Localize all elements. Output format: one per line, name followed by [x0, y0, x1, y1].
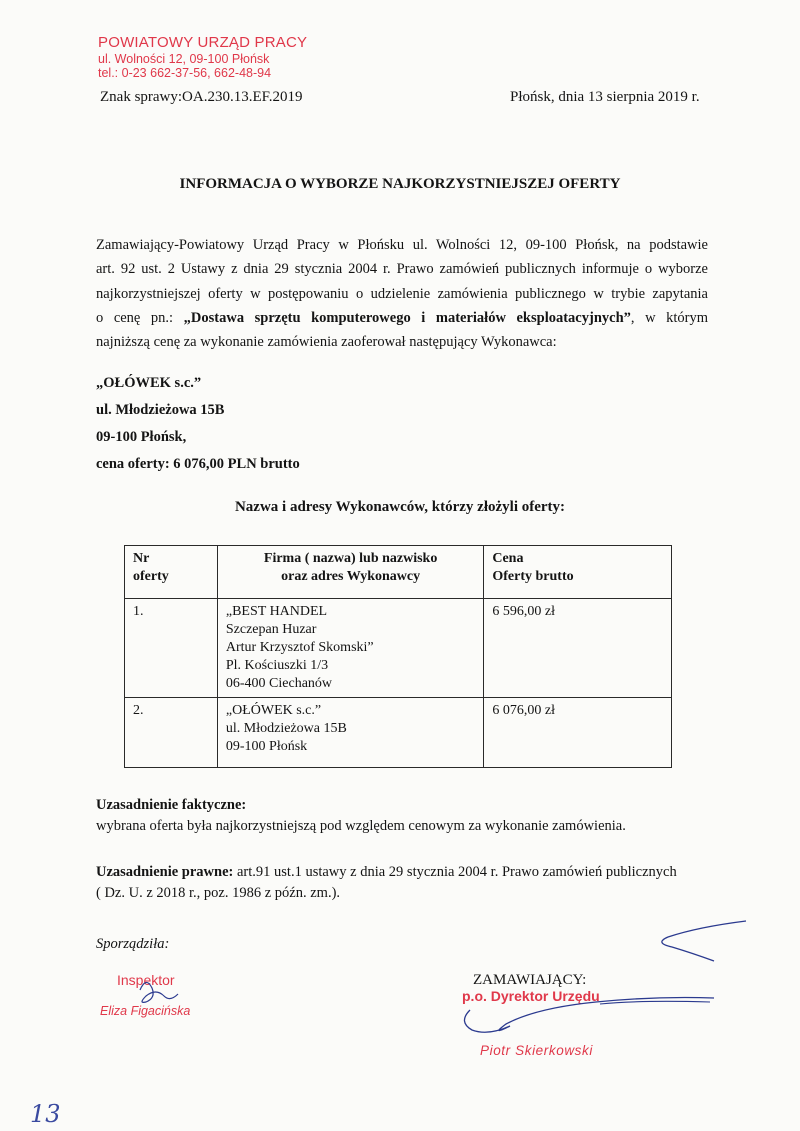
office-stamp	[98, 34, 307, 81]
inspector-stamp-name: Eliza Figacińska	[100, 1004, 191, 1018]
director-signature	[662, 921, 746, 961]
legal-justification	[96, 862, 677, 904]
winner-street: ul. Młodzieżowa 15B	[96, 402, 225, 418]
page-number-mark: 13	[30, 1100, 61, 1128]
factual-justification-title: Uzasadnienie faktyczne:	[96, 797, 247, 813]
firm-line: ul. Młodzieżowa 15B	[225, 721, 347, 736]
offer-price: 6 076,00 zł	[484, 698, 672, 768]
table-row	[125, 599, 672, 698]
firm-line: Artur Krzysztof Skomski”	[225, 640, 374, 655]
intro-line: najkorzystniejszej oferty w postępowaniu o udzielenie zamówienia publicznego w trybie zapytania	[96, 285, 708, 302]
director-stamp-name: Piotr Skierkowski	[480, 1043, 593, 1058]
header-text: oraz adres Wykonawcy	[281, 569, 421, 584]
prepared-by-label: Sporządziła:	[96, 936, 170, 952]
firm-line: 09-100 Płońsk	[225, 739, 308, 754]
director-stamp-title: p.o. Dyrektor Urzędu	[462, 988, 600, 1004]
inspector-stamp-title: Inspektor	[117, 972, 175, 988]
intro-line: Zamawiający-Powiatowy Urząd Pracy w Płońsku ul. Wolności 12, 09-100 Płońsk, na podstawie	[96, 237, 708, 253]
winner-city: 09-100 Płońsk,	[96, 429, 187, 445]
procurement-name: „Dostawa sprzętu komputerowego i materiałów eksploatacyjnych”	[183, 309, 631, 326]
winner-block	[96, 370, 300, 478]
factual-justification-text: wybrana oferta była najkorzystniejszą pod względem cenowym za wykonanie zamówienia.	[96, 818, 626, 834]
offers-heading: Nazwa i adresy Wykonawców, którzy złożyli oferty:	[234, 499, 566, 515]
firm-line: Szczepan Huzar	[225, 622, 317, 637]
offer-number: 2.	[125, 698, 218, 768]
offer-price: 6 596,00 zł	[484, 599, 672, 698]
intro-text: , w którym	[630, 309, 708, 326]
intro-paragraph	[96, 233, 708, 354]
office-stamp-phone: tel.: 0-23 662-37-56, 662-48-94	[98, 66, 272, 81]
legal-text: art.91 ust.1 ustawy z dnia 29 stycznia 2004 r. Prawo zamówień publicznych	[233, 864, 677, 880]
header-text: oferty	[133, 569, 169, 584]
winner-name: „OŁÓWEK s.c.”	[96, 375, 202, 391]
firm-line: „OŁÓWEK s.c.”	[225, 703, 322, 718]
document-title: INFORMACJA O WYBORZE NAJKORZYSTNIEJSZEJ OFERTY	[179, 176, 621, 192]
header-text: Firma ( nazwa) lub nazwisko	[263, 551, 438, 566]
offer-number: 1.	[125, 599, 218, 698]
firm-line: 06-400 Ciechanów	[225, 676, 333, 691]
offer-firm	[217, 698, 483, 768]
place-date: Płońsk, dnia 13 sierpnia 2019 r.	[510, 89, 700, 105]
director-signature	[600, 1001, 710, 1004]
table-row	[125, 698, 672, 768]
winner-price: cena oferty: 6 076,00 PLN brutto	[96, 456, 300, 472]
header-text: Oferty brutto	[492, 569, 574, 584]
intro-line: najniższą cenę za wykonanie zamówienia zaoferował następujący Wykonawca:	[96, 334, 557, 351]
header-text: Cena	[492, 551, 524, 566]
intro-text: o cenę pn.:	[96, 309, 184, 326]
case-reference: Znak sprawy:OA.230.13.EF.2019	[100, 89, 303, 105]
firm-line: Pl. Kościuszki 1/3	[225, 658, 329, 673]
orderer-label: ZAMAWIAJĄCY:	[473, 972, 587, 988]
intro-line: art. 92 ust. 2 Ustawy z dnia 29 stycznia 2004 r. Prawo zamówień publicznych informuje o wyborze	[96, 261, 708, 278]
office-stamp-address: ul. Wolności 12, 09-100 Płońsk	[98, 51, 270, 66]
header-firm	[217, 546, 483, 599]
offers-table	[124, 545, 672, 768]
header-price	[484, 546, 672, 599]
table-header-row	[125, 546, 672, 599]
legal-text: ( Dz. U. z 2018 r., poz. 1986 z późn. zm.).	[96, 885, 341, 901]
intro-line	[96, 306, 708, 330]
legal-justification-title: Uzasadnienie prawne:	[96, 864, 234, 880]
header-text: Nr	[133, 551, 150, 566]
offer-firm	[217, 599, 483, 698]
firm-line: „BEST HANDEL	[225, 604, 328, 619]
office-stamp-name: POWIATOWY URZĄD PRACY	[98, 34, 308, 51]
header-nr	[125, 546, 218, 599]
